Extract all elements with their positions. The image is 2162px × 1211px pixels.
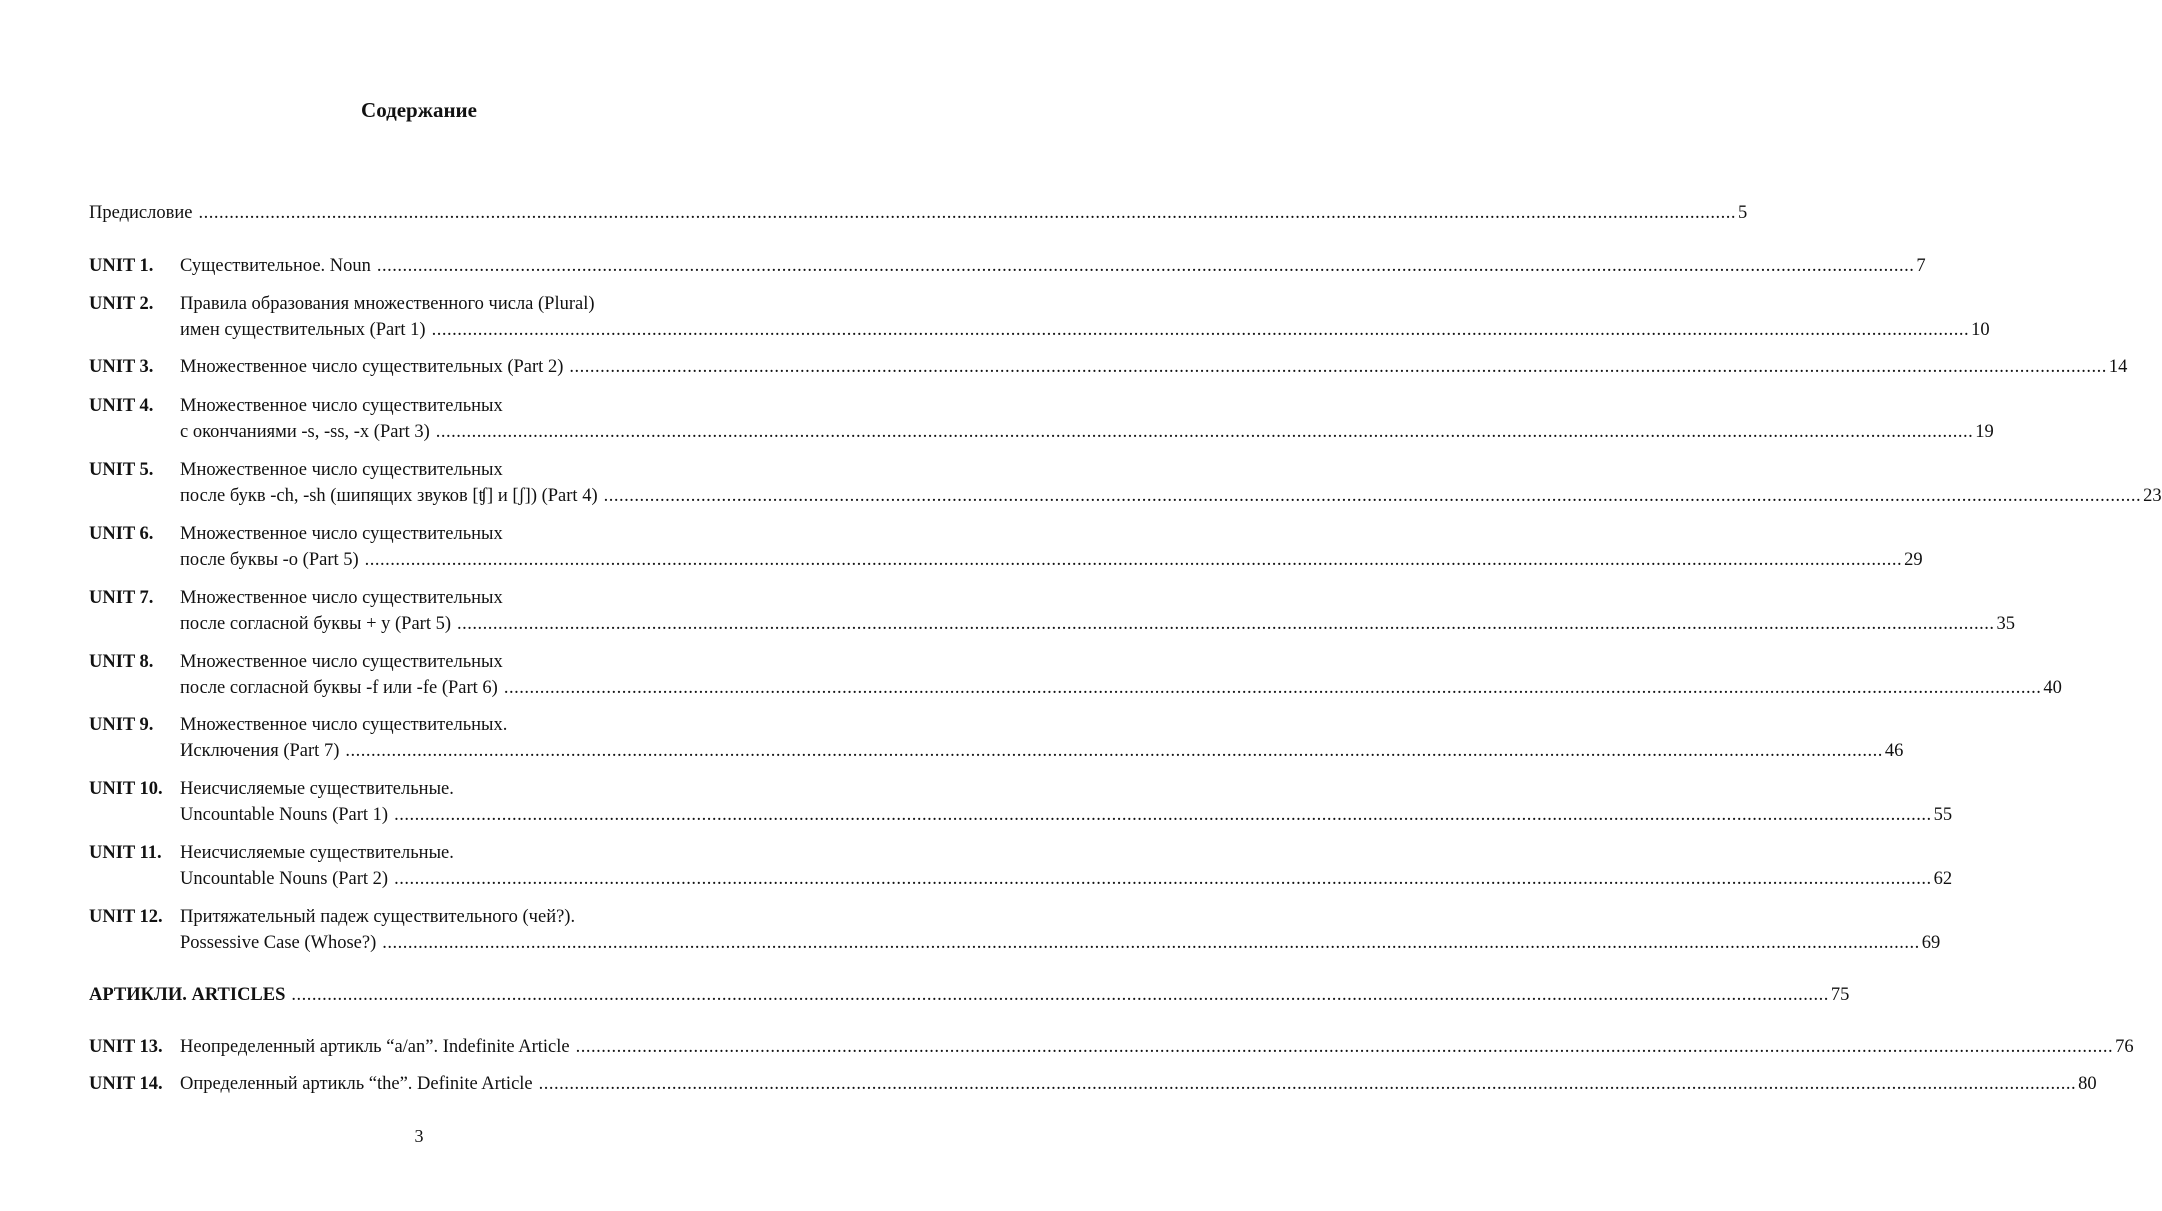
toc-entry-unit-3[interactable] <box>180 355 2128 379</box>
entry-title: Множественное число существительных. <box>180 715 508 735</box>
unit-label: UNIT 11. <box>89 843 162 863</box>
toc-entry-unit-1[interactable] <box>180 254 1926 278</box>
dot-leader: ............................................................................................................................................................................................................................................................................................................ <box>503 678 2042 698</box>
entry-title-line <box>180 586 747 610</box>
unit-label: UNIT 7. <box>89 588 154 608</box>
page-number: 3 <box>414 1126 424 1146</box>
unit-label: UNIT 12. <box>89 907 163 927</box>
entry-page: 69 <box>1921 933 1941 953</box>
dot-leader: ............................................................................................................................................................................................................................................................................................................ <box>382 933 1920 953</box>
entry-page: 46 <box>1884 741 1904 761</box>
entry-title: после согласной буквы + y (Part 5) <box>180 614 451 634</box>
entry-title: после согласной буквы -f или -fe (Part 6) <box>180 678 498 698</box>
entry-title-line <box>180 650 747 674</box>
entry-page: 76 <box>2115 1037 2134 1057</box>
dot-leader: ............................................................................................................................................................................................................................................................................................................ <box>364 550 1903 570</box>
unit-label: UNIT 4. <box>89 396 154 416</box>
section-title: АРТИКЛИ. ARTICLES <box>89 985 286 1005</box>
toc-entry-unit-14[interactable] <box>180 1072 2097 1096</box>
entry-title: Неисчисляемые существительные. <box>180 779 454 799</box>
entry-title: Неопределенный артикль “a/an”. Indefinite Article <box>180 1037 570 1057</box>
entry-title-line <box>180 777 747 801</box>
entry-title-line <box>180 713 747 737</box>
toc-entry-articles-section[interactable] <box>89 983 1850 1007</box>
entry-title-line <box>180 522 747 546</box>
toc-entry-preface[interactable] <box>89 201 1748 225</box>
toc-entry-unit-6[interactable] <box>180 548 1923 572</box>
entry-title: Множественное число существительных <box>180 588 503 608</box>
dot-leader: ............................................................................................................................................................................................................................................................................................................ <box>435 422 1974 442</box>
toc-entry-unit-5[interactable] <box>180 484 2162 508</box>
entry-title-line <box>180 841 747 865</box>
toc-entry-unit-8[interactable] <box>180 676 2062 700</box>
entry-title: Множественное число существительных <box>180 396 503 416</box>
entry-page: 40 <box>2043 678 2062 698</box>
entry-page: 5 <box>1737 203 1748 223</box>
unit-label: UNIT 2. <box>89 294 154 314</box>
unit-label: UNIT 8. <box>89 652 154 672</box>
entry-title: Определенный артикль “the”. Definite Article <box>180 1074 533 1094</box>
toc-entry-unit-7[interactable] <box>180 612 2015 636</box>
unit-label: UNIT 5. <box>89 460 154 480</box>
toc-entry-unit-11[interactable] <box>180 867 1953 891</box>
dot-leader: ............................................................................................................................................................................................................................................................................................................ <box>394 869 1932 889</box>
table-of-contents <box>89 0 2162 1211</box>
entry-title-line <box>180 458 747 482</box>
dot-leader: ............................................................................................................................................................................................................................................................................................................ <box>575 1037 2114 1057</box>
entry-page: 7 <box>1916 256 1926 276</box>
entry-title: с окончаниями -s, -ss, -x (Part 3) <box>180 422 430 442</box>
entry-title: Множественное число существительных <box>180 460 503 480</box>
unit-label: UNIT 1. <box>89 256 154 276</box>
entry-page: 14 <box>2108 357 2128 377</box>
toc-entry-unit-13[interactable] <box>180 1035 2134 1059</box>
dot-leader: ............................................................................................................................................................................................................................................................................................................ <box>457 614 1995 634</box>
unit-label: UNIT 13. <box>89 1037 163 1057</box>
entry-title: Правила образования множественного числа (Plural) <box>180 294 595 314</box>
dot-leader: ............................................................................................................................................................................................................................................................................................................ <box>603 486 2142 506</box>
entry-page: 19 <box>1975 422 1994 442</box>
entry-page: 35 <box>1996 614 2015 634</box>
entry-title-line <box>180 905 747 929</box>
entry-title: имен существительных (Part 1) <box>180 320 426 340</box>
entry-page: 80 <box>2078 1074 2097 1094</box>
entry-page: 62 <box>1933 869 1953 889</box>
dot-leader: ............................................................................................................................................................................................................................................................................................................ <box>198 203 1736 223</box>
dot-leader: ............................................................................................................................................................................................................................................................................................................ <box>394 805 1932 825</box>
entry-title: Существительное. Noun <box>180 256 371 276</box>
entry-page: 23 <box>2143 486 2162 506</box>
dot-leader: ............................................................................................................................................................................................................................................................................................................ <box>431 320 1970 340</box>
unit-label: UNIT 3. <box>89 357 154 377</box>
dot-leader: ............................................................................................................................................................................................................................................................................................................ <box>291 985 1829 1005</box>
toc-entry-unit-12[interactable] <box>180 931 1941 955</box>
entry-title-line <box>180 292 747 316</box>
entry-title: после буквы -o (Part 5) <box>180 550 359 570</box>
entry-title: Множественное число существительных <box>180 652 503 672</box>
entry-page: 75 <box>1830 985 1850 1005</box>
entry-title: Uncountable Nouns (Part 2) <box>180 869 389 889</box>
entry-title: Possessive Case (Whose?) <box>180 933 377 953</box>
unit-label: UNIT 10. <box>89 779 163 799</box>
entry-title: после букв -ch, -sh (шипящих звуков [ʧ] и [ʃ]) (Part 4) <box>180 486 598 506</box>
entry-title: Неисчисляемые существительные. <box>180 843 454 863</box>
dot-leader: ............................................................................................................................................................................................................................................................................................................ <box>376 256 1915 276</box>
entry-title: Множественное число существительных <box>180 524 503 544</box>
toc-entry-unit-10[interactable] <box>180 803 1953 827</box>
entry-title: Исключения (Part 7) <box>180 741 340 761</box>
unit-label: UNIT 14. <box>89 1074 163 1094</box>
dot-leader: ............................................................................................................................................................................................................................................................................................................ <box>569 357 2107 377</box>
toc-entry-unit-2[interactable] <box>180 318 1990 342</box>
page-title: Содержание <box>361 98 477 122</box>
entry-title: Предисловие <box>89 203 193 223</box>
unit-label: UNIT 9. <box>89 715 154 735</box>
entry-title: Множественное число существительных (Part 2) <box>180 357 564 377</box>
dot-leader: ............................................................................................................................................................................................................................................................................................................ <box>538 1074 2077 1094</box>
entry-title: Uncountable Nouns (Part 1) <box>180 805 389 825</box>
entry-title-line <box>180 394 747 418</box>
unit-label: UNIT 6. <box>89 524 154 544</box>
toc-entry-unit-9[interactable] <box>180 739 1904 763</box>
entry-page: 55 <box>1933 805 1953 825</box>
toc-entry-unit-4[interactable] <box>180 420 1994 444</box>
entry-title: Притяжательный падеж существительного (чей?). <box>180 907 576 927</box>
entry-page: 29 <box>1904 550 1923 570</box>
entry-page: 10 <box>1971 320 1990 340</box>
dot-leader: ............................................................................................................................................................................................................................................................................................................ <box>345 741 1883 761</box>
